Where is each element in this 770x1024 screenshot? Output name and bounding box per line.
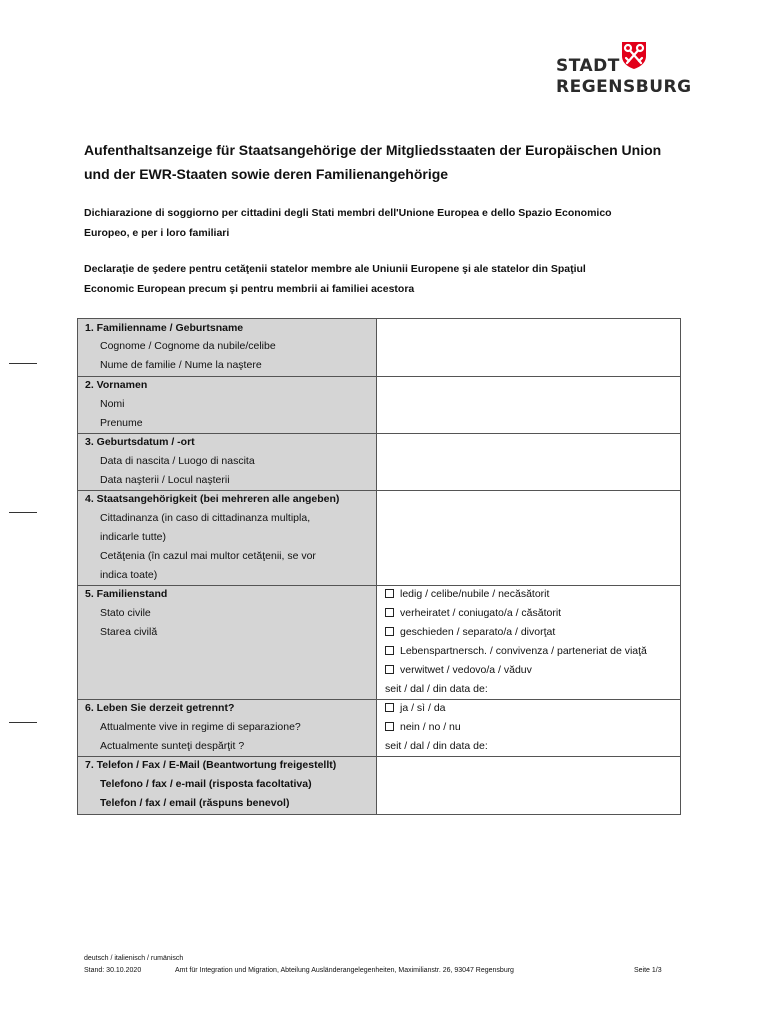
fold-mark-bottom xyxy=(9,722,37,723)
option-widowed-label: verwitwet / vedovo/a / văduv xyxy=(400,664,532,676)
logo-line-2: REGENSBURG xyxy=(556,77,692,97)
option-partnership[interactable] xyxy=(385,642,647,661)
label-contact-ro: Telefon / fax / email (răspuns benevol) xyxy=(100,797,290,809)
title-line-1: Aufenthaltsanzeige für Staatsangehörige der Mitgliedsstaaten der Europäischen Union xyxy=(84,142,662,158)
footer-languages: deutsch / italienisch / rumänisch xyxy=(84,955,184,962)
marital-since-field[interactable]: seit / dal / din data de: xyxy=(385,683,488,695)
label-separated: 6. Leben Sie derzeit getrennt? xyxy=(85,702,235,714)
label-birth-it: Data di nascita / Luogo di nascita xyxy=(100,455,255,467)
label-birth: 3. Geburtsdatum / -ort xyxy=(85,436,195,448)
option-yes[interactable] xyxy=(385,699,446,718)
label-first-names-it: Nomi xyxy=(100,398,125,410)
subtitle-italian xyxy=(84,203,704,243)
label-first-names-ro: Prenume xyxy=(100,417,143,429)
option-no[interactable] xyxy=(385,718,461,737)
checkbox-widowed[interactable] xyxy=(385,665,394,674)
label-separated-ro: Actualmente sunteţi despărţit ? xyxy=(100,740,245,752)
row-first-names[interactable] xyxy=(78,376,680,433)
city-logo xyxy=(556,40,692,100)
row-contact[interactable] xyxy=(78,756,680,814)
option-married[interactable] xyxy=(385,604,561,623)
label-nationality-it-1: Cittadinanza (in caso di cittadinanza multipla, xyxy=(100,512,311,524)
row-birth[interactable] xyxy=(78,433,680,490)
option-yes-label: ja / sì / da xyxy=(400,702,446,714)
fold-mark-middle xyxy=(9,512,37,513)
option-no-label: nein / no / nu xyxy=(400,721,461,733)
declaration-form xyxy=(77,318,681,815)
row-separated xyxy=(78,699,680,756)
label-family-name-it: Cognome / Cognome da nubile/celibe xyxy=(100,340,276,352)
label-marital-status: 5. Familienstand xyxy=(85,588,168,600)
footer-date: Stand: 30.10.2020 xyxy=(84,967,142,974)
city-name xyxy=(556,56,692,98)
document-title xyxy=(84,138,704,186)
logo-line-1: STADT xyxy=(556,56,620,76)
option-single[interactable] xyxy=(385,585,549,604)
label-family-name-ro: Nume de familie / Nume la naştere xyxy=(100,359,262,371)
checkbox-divorced[interactable] xyxy=(385,627,394,636)
option-married-label: verheiratet / coniugato/a / căsătorit xyxy=(400,607,562,619)
row-family-name[interactable] xyxy=(78,319,680,376)
subtitle-ro-line-2: Economic European precum şi pentru membrii ai familiei acestora xyxy=(84,283,415,295)
subtitle-ro-line-1: Declaraţie de şedere pentru cetăţenii statelor membre ale Uniunii Europene şi ale statelor din Spaţiul xyxy=(84,263,586,275)
checkbox-married[interactable] xyxy=(385,608,394,617)
label-separated-it: Attualmente vive in regime di separazione? xyxy=(100,721,301,733)
row-nationality[interactable] xyxy=(78,490,680,585)
option-widowed[interactable] xyxy=(385,661,532,680)
fold-mark-top xyxy=(9,363,37,364)
row-marital-status xyxy=(78,585,680,699)
label-marital-status-ro: Starea civilă xyxy=(100,626,158,638)
label-contact: 7. Telefon / Fax / E-Mail (Beantwortung freigestellt) xyxy=(85,759,337,771)
checkbox-no[interactable] xyxy=(385,722,394,731)
label-contact-it: Telefono / fax / e-mail (risposta facoltativa) xyxy=(100,778,312,790)
label-marital-status-it: Stato civile xyxy=(100,607,151,619)
footer-office: Amt für Integration und Migration, Abteilung Ausländerangelegenheiten, Maximilianstr. 26, 93047 Regensburg xyxy=(175,967,514,974)
checkbox-single[interactable] xyxy=(385,589,394,598)
subtitle-it-line-2: Europeo, e per i loro familiari xyxy=(84,227,230,239)
option-divorced-label: geschieden / separato/a / divorţat xyxy=(400,626,556,638)
separated-since-field[interactable]: seit / dal / din data de: xyxy=(385,740,488,752)
label-nationality-ro-1: Cetăţenia (în cazul mai multor cetăţenii, se vor xyxy=(100,550,316,562)
label-nationality: 4. Staatsangehörigkeit (bei mehreren alle angeben) xyxy=(85,493,340,505)
label-birth-ro: Data naşterii / Locul naşterii xyxy=(100,474,230,486)
label-first-names: 2. Vornamen xyxy=(85,379,148,391)
label-nationality-ro-2: indica toate) xyxy=(100,569,158,581)
option-partnership-label: Lebenspartnersch. / convivenza / parteneriat de viaţă xyxy=(400,645,647,657)
option-single-label: ledig / celibe/nubile / necăsătorit xyxy=(400,588,550,600)
label-family-name: 1. Familienname / Geburtsname xyxy=(85,322,244,334)
footer-page-number: Seite 1/3 xyxy=(634,967,662,974)
subtitle-romanian xyxy=(84,259,704,299)
subtitle-it-line-1: Dichiarazione di soggiorno per cittadini degli Stati membri dell'Unione Europea e dello Spazio Economico xyxy=(84,207,612,219)
checkbox-partnership[interactable] xyxy=(385,646,394,655)
label-nationality-it-2: indicarle tutte) xyxy=(100,531,166,543)
checkbox-yes[interactable] xyxy=(385,703,394,712)
title-line-2: und der EWR-Staaten sowie deren Familienangehörige xyxy=(84,166,449,182)
option-divorced[interactable] xyxy=(385,623,555,642)
